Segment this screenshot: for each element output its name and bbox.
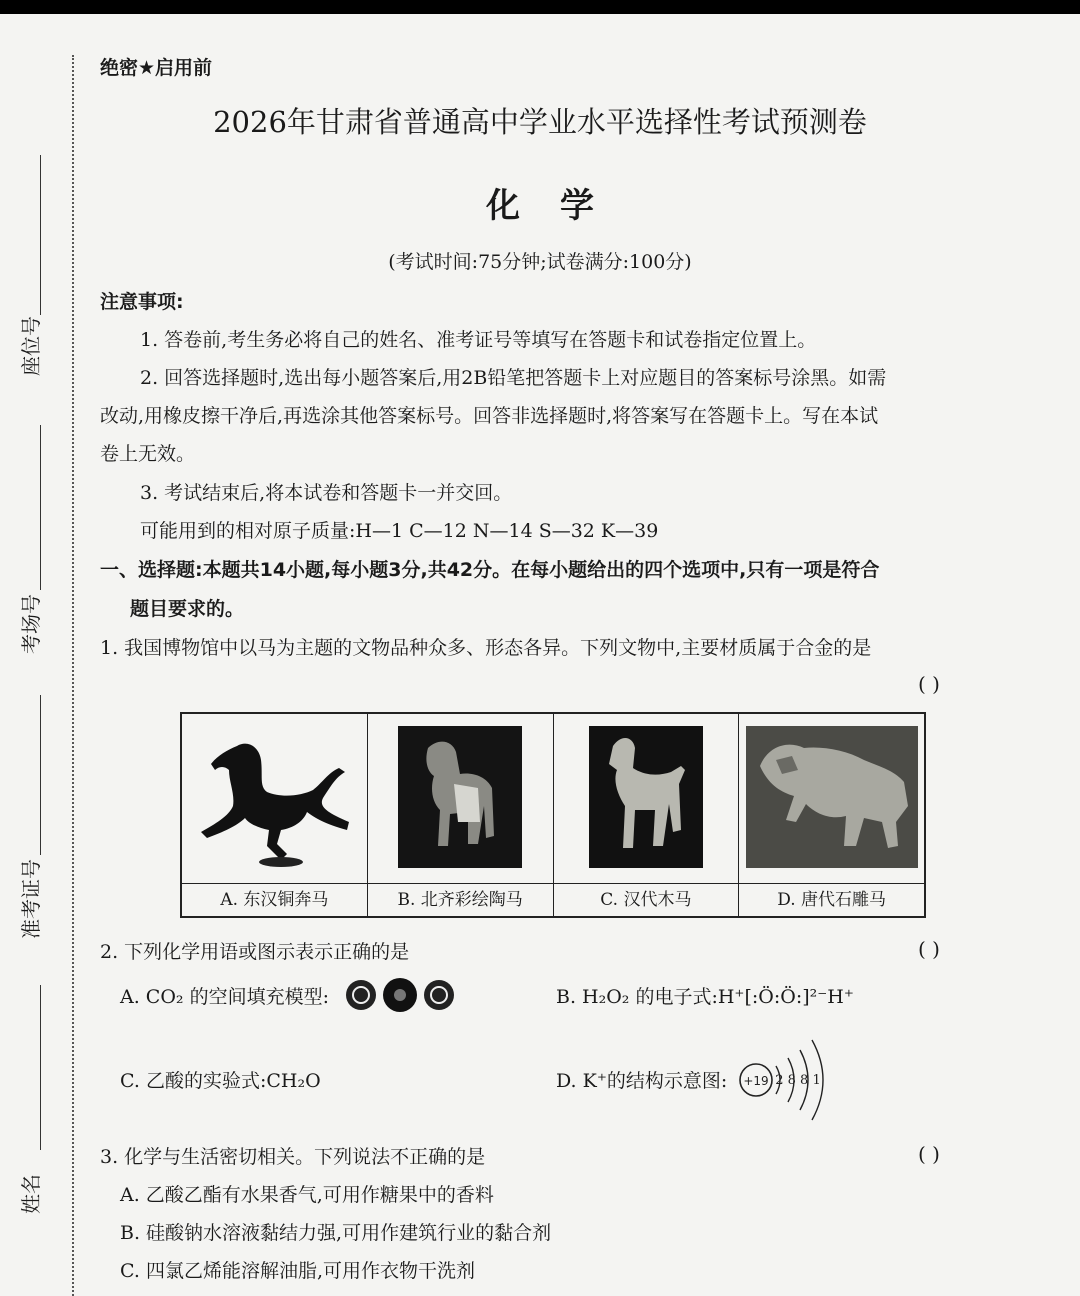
binding-line: [40, 985, 41, 1150]
wooden-horse-image: [589, 726, 703, 868]
admission-number-label: 准考证号: [19, 859, 43, 939]
binding-line: [40, 425, 41, 590]
q2-option-d: D. K⁺的结构示意图:: [556, 1070, 728, 1092]
subject-title: 化学: [486, 186, 634, 226]
q3-answer-paren: ( ): [918, 1142, 940, 1166]
q1-option-a-caption: A. 东汉铜奔马: [182, 883, 367, 916]
q1-answer-paren: ( ): [918, 672, 940, 696]
potassium-ion-structure-diagram: [738, 1030, 838, 1130]
q3-stem: 3. 化学与生活密切相关。下列说法不正确的是: [100, 1146, 486, 1168]
binding-dotted-line: [72, 55, 74, 1296]
q1-stem: 1. 我国博物馆中以马为主题的文物品种众多、形态各异。下列文物中,主要材质属于合金的是: [100, 637, 872, 659]
bronze-horse-image: [189, 726, 359, 871]
top-edge-bar: [0, 0, 1080, 14]
q2-stem: 2. 下列化学用语或图示表示正确的是: [100, 941, 410, 963]
atomic-masses: 可能用到的相对原子质量:H—1 C—12 N—14 S—32 K—39: [140, 520, 659, 542]
q2-option-a: A. CO₂ 的空间填充模型:: [120, 986, 329, 1008]
name-label: 姓名: [19, 1174, 43, 1214]
section-1-heading-cont: 题目要求的。: [130, 598, 245, 620]
q2-option-b: B. H₂O₂ 的电子式:H⁺[:Ö:Ö:]²⁻H⁺: [556, 986, 854, 1008]
stone-horse-relief-image: [746, 726, 918, 868]
note-line-2c: 卷上无效。: [100, 443, 196, 465]
q1-figure-table: [180, 712, 926, 918]
q1-option-b-caption: B. 北齐彩绘陶马: [368, 883, 553, 916]
exam-room-label: 考场号: [19, 594, 43, 654]
exam-info: (考试时间:75分钟;试卷满分:100分): [388, 251, 692, 273]
notes-heading: 注意事项:: [100, 291, 184, 313]
seat-number-label: 座位号: [19, 316, 43, 376]
note-line-2a: 2. 回答选择题时,选出每小题答案后,用2B铅笔把答题卡上对应题目的答案标号涂黑。如需: [140, 367, 887, 389]
note-line-3: 3. 考试结束后,将本试卷和答题卡一并交回。: [140, 482, 513, 504]
q3-option-a: A. 乙酸乙酯有水果香气,可用作糖果中的香料: [120, 1184, 494, 1206]
q1-option-a-cell: [182, 714, 368, 916]
q1-option-c-cell: [554, 714, 740, 916]
exam-title: 2026年甘肃省普通高中学业水平选择性考试预测卷: [213, 105, 867, 139]
q1-option-b-cell: [368, 714, 554, 916]
binding-line: [40, 695, 41, 855]
q1-option-d-cell: [739, 714, 924, 916]
painted-pottery-horse-image: [398, 726, 522, 868]
nucleus-charge: +19: [743, 1074, 769, 1088]
secret-label: 绝密★启用前: [100, 57, 213, 79]
note-line-2b: 改动,用橡皮擦干净后,再选涂其他答案标号。回答非选择题时,将答案写在答题卡上。写在本试: [100, 405, 879, 427]
q2-answer-paren: ( ): [918, 937, 940, 961]
co2-space-filling-model: [343, 978, 458, 1012]
q2-option-c: C. 乙酸的实验式:CH₂O: [120, 1070, 321, 1092]
note-line-1: 1. 答卷前,考生务必将自己的姓名、准考证号等填写在答题卡和试卷指定位置上。: [140, 329, 817, 351]
q1-option-c-caption: C. 汉代木马: [554, 883, 739, 916]
electron-shell-counts: 2 8 8 1: [775, 1073, 821, 1088]
q1-option-d-caption: D. 唐代石雕马: [739, 883, 924, 916]
q3-option-b: B. 硅酸钠水溶液黏结力强,可用作建筑行业的黏合剂: [120, 1222, 552, 1244]
section-1-heading: 一、选择题:本题共14小题,每小题3分,共42分。在每小题给出的四个选项中,只有一项是符合: [100, 559, 880, 581]
q3-option-c: C. 四氯乙烯能溶解油脂,可用作衣物干洗剂: [120, 1260, 475, 1282]
